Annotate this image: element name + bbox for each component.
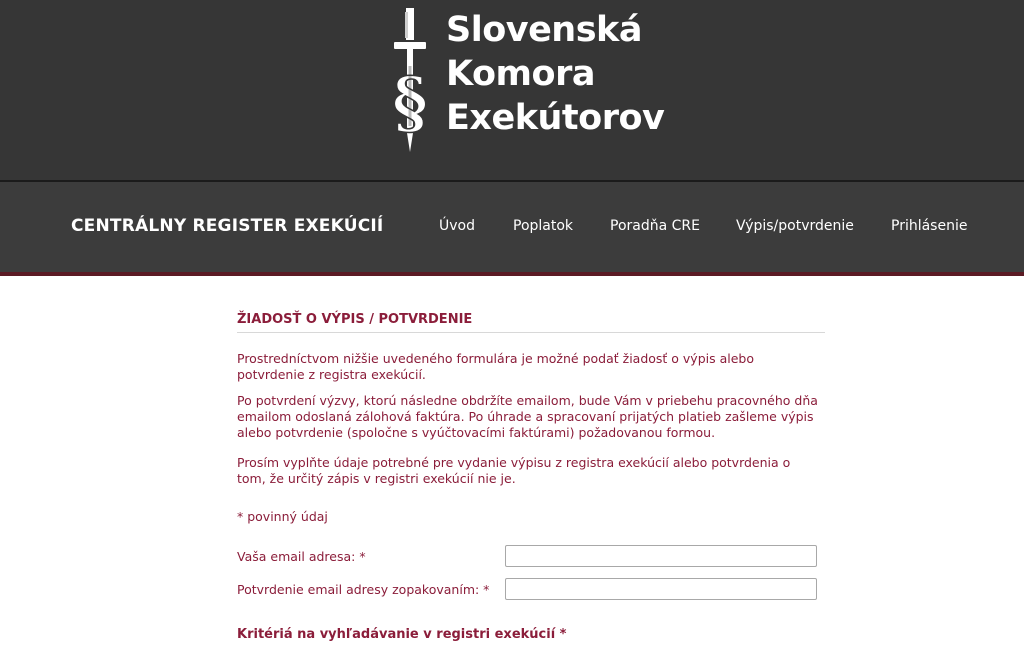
nav-accent-line (0, 272, 1024, 276)
email-input[interactable] (505, 545, 817, 567)
nav-item-vypis[interactable]: Výpis/potvrdenie (736, 218, 854, 234)
sword-paragraph-icon[interactable] (390, 6, 430, 154)
site-title[interactable]: CENTRÁLNY REGISTER EXEKÚCIÍ (71, 216, 384, 236)
brand-line-1: Slovenská (446, 10, 642, 50)
brand-line-2: Komora (446, 54, 595, 94)
title-divider (237, 332, 825, 333)
page-title: ŽIADOSŤ O VÝPIS / POTVRDENIE (237, 312, 473, 327)
email-confirm-input[interactable] (505, 578, 817, 600)
nav-item-uvod[interactable]: Úvod (439, 218, 475, 234)
required-note: * povinný údaj (237, 509, 328, 524)
intro-paragraph: Prostredníctvom nižšie uvedeného formulára je možné podať žiadosť o výpis alebo potvrdenie z registra exekúcií. (237, 351, 755, 382)
search-criteria-heading: Kritériá na vyhľadávanie v registri exekúcií * (237, 627, 567, 642)
nav-item-poplatok[interactable]: Poplatok (513, 218, 574, 234)
process-paragraph: Po potvrdení výzvy, ktorú následne obdržíte emailom, bude Vám v priebehu pracovného dňa emailom odoslaná zálohová faktúra. Po úhrade a spracovaní prijatých platieb zašleme výpis alebo potvrdenie (spoločne s vyúčtovacími faktúrami) požadovanou formou. (237, 393, 818, 440)
instructions-paragraph: Prosím vyplňte údaje potrebné pre vydanie výpisu z registra exekúcií alebo potvrdenia o tom, že určitý zápis v registri exekúcií nie je. (237, 455, 791, 486)
svg-text:§: § (392, 63, 428, 143)
nav-item-poradna[interactable]: Poradňa CRE (610, 218, 700, 234)
email-confirm-label: Potvrdenie email adresy zopakovaním: * (237, 582, 490, 597)
brand-logo-text[interactable] (446, 8, 664, 140)
nav-item-prihlasenie[interactable]: Prihlásenie (891, 218, 968, 234)
email-label: Vaša email adresa: * (237, 549, 366, 564)
brand-line-3: Exekútorov (446, 98, 665, 138)
